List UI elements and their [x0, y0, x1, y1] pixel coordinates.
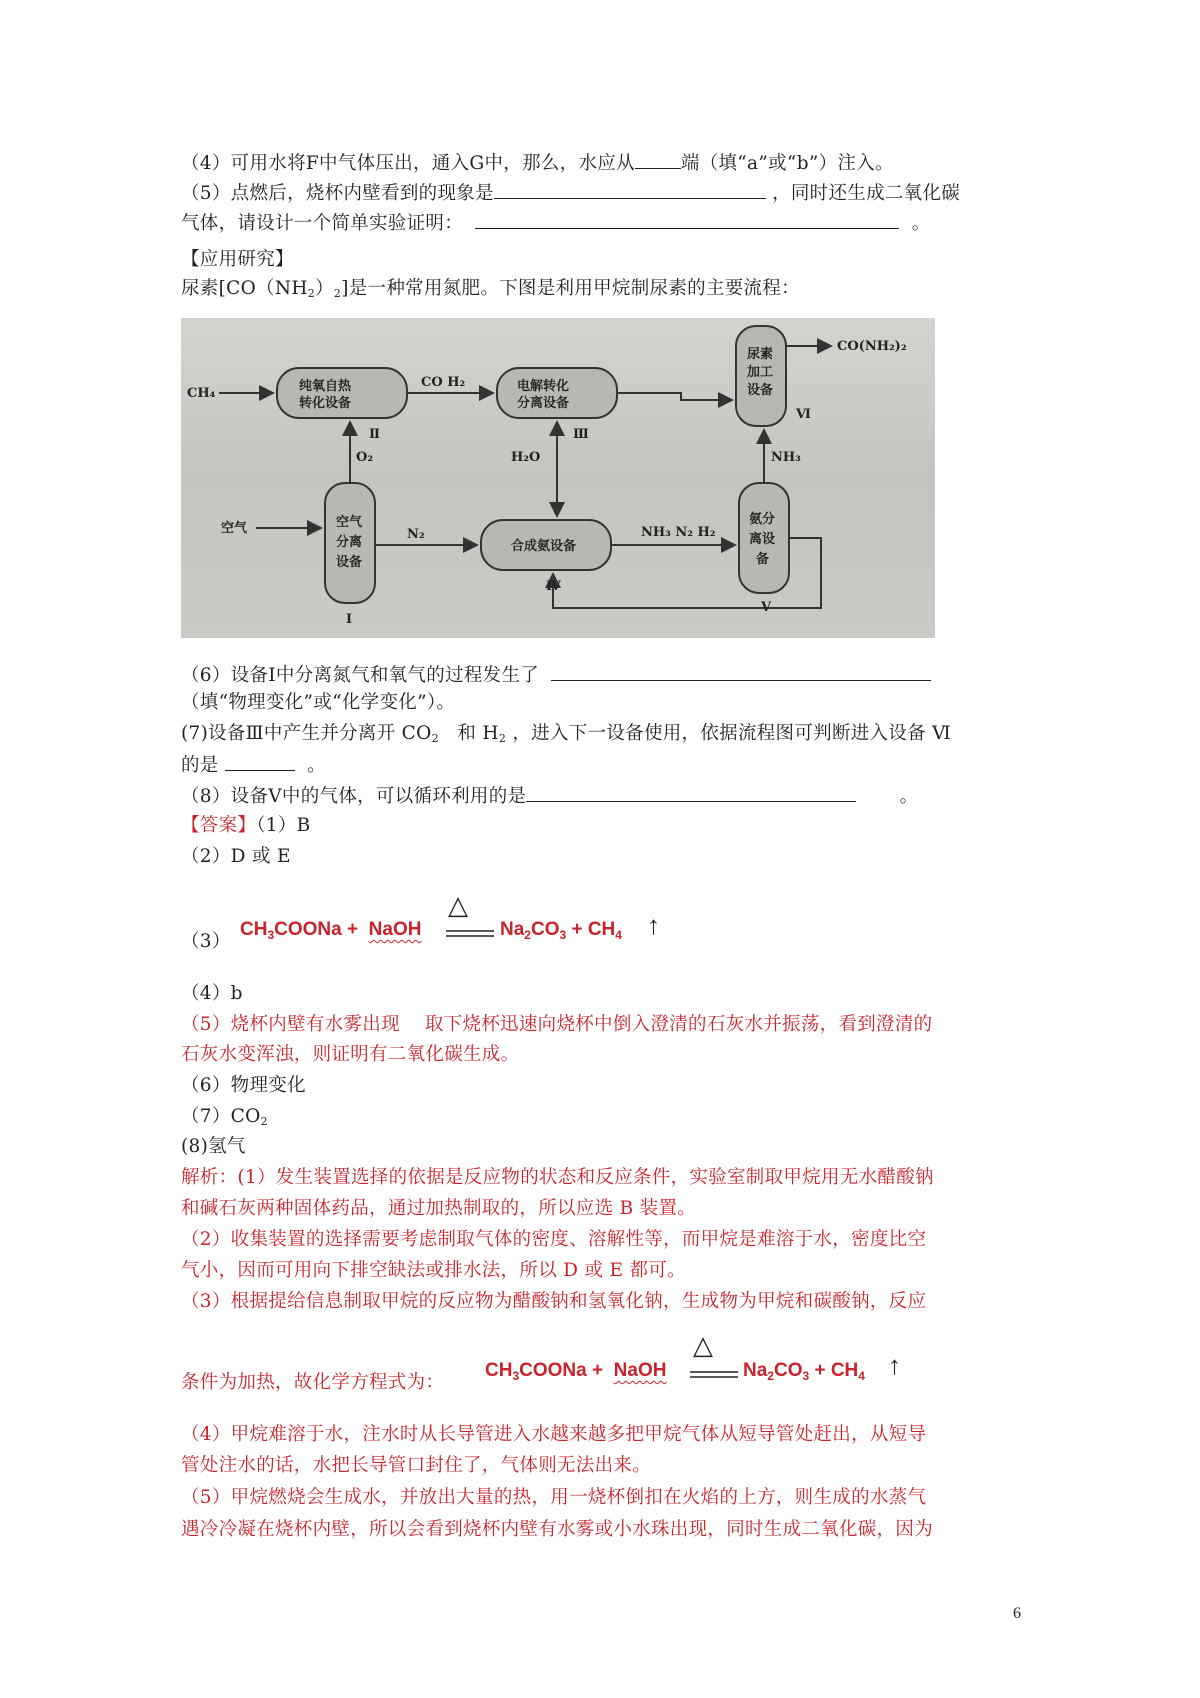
question-6-line2: （填“物理变化”或“化学变化”）。: [181, 692, 456, 713]
unit-1-label-3: 设备: [336, 555, 363, 570]
analysis-line-1: 解析：(1）发生装置选择的依据是反应物的状态和反应条件，实验室制取甲烷用无水醋酸钠: [181, 1167, 934, 1188]
unit-6-label-2: 加工: [747, 365, 774, 380]
heat-condition-2: △: [693, 1330, 713, 1360]
answer-6: （6）物理变化: [181, 1075, 306, 1096]
question-5-line2: 气体，请设计一个简单实验证明： 。: [181, 208, 931, 238]
question-4: （4）可用水将F中气体压出，通入G中，那么，水应从 端（填“a”或“b”）注入。: [181, 148, 894, 178]
question-7-line1: (7)设备Ⅲ中产生并分离开 $CO_2$ 和 $H_2$ ，进入下一设备使用，依据流程图可判断进入设备 Ⅵ: [181, 723, 952, 745]
unit-5-label-3: 备: [756, 552, 770, 567]
label-o2: O₂: [356, 450, 374, 465]
chemical-equation-2-products: $Na_2CO_3 + CH_4$: [743, 1360, 865, 1383]
unit-1-label-1: 空气: [336, 515, 363, 530]
analysis-line-2: 和碱石灰两种固体药品，通过加热制取的，所以应选 B 装置。: [181, 1198, 697, 1219]
unit-2-label-1: 纯氧自热: [299, 379, 352, 394]
answer-8: (8)氢气: [181, 1136, 246, 1157]
analysis-line-7: （4）甲烷难溶于水，注水时从长导管进入水越来越多把甲烷气体从短导管处赶出，从短导: [181, 1424, 927, 1445]
answer-blank-7[interactable]: [225, 750, 295, 771]
gas-arrow-1: ↑: [647, 910, 660, 940]
unit-5-label-2: 离设: [749, 532, 776, 547]
chemical-equation-1-products: $Na_2CO_3 + CH_4$: [500, 919, 622, 942]
answer-3-prefix: （3）: [181, 931, 231, 952]
analysis-line-10: 遇冷冷凝在烧杯内壁，所以会看到烧杯内壁有水雾或小水珠出现，同时生成二氧化碳，因为: [181, 1519, 934, 1540]
unit-2-label-2: 转化设备: [299, 396, 352, 411]
unit-6-id: Ⅵ: [796, 407, 811, 422]
urea-process-flow-diagram: [181, 318, 935, 638]
answer-5-line1: （5）烧杯内壁有水雾出现 取下烧杯迅速向烧杯中倒入澄清的石灰水并振荡，看到澄清的: [181, 1014, 933, 1035]
answer-blank-5b[interactable]: [475, 208, 899, 229]
unit-6-label-3: 设备: [747, 383, 774, 398]
answer-2: （2）D 或 E: [181, 846, 291, 867]
chemical-equation-2: $CH_3COONa$ + NaOH: [485, 1360, 667, 1383]
answer-1: 【答案】（1）B: [181, 815, 311, 836]
label-n2: N₂: [407, 527, 425, 542]
answer-blank-6[interactable]: [551, 660, 931, 681]
answer-4: （4）b: [181, 983, 243, 1004]
heat-condition-1: △: [448, 890, 468, 920]
unit-3-label-2: 分离设备: [517, 396, 570, 411]
unit-5-label-1: 氨分: [749, 512, 776, 527]
analysis-line-8: 管处注水的话，水把长导管口封住了，气体则无法出来。: [181, 1455, 652, 1476]
question-7-line2: 的是 。: [181, 750, 326, 780]
equals-sign-2: [690, 1370, 740, 1380]
urea-intro: 尿素$[CO(NH_2)_2]$是一种常用氮肥。下图是利用甲烷制尿素的主要流程：: [181, 278, 800, 300]
section-title: 【应用研究】: [181, 249, 294, 270]
label-nh3: NH₃: [771, 450, 801, 465]
answer-7: $(7)CO_2$: [181, 1106, 268, 1128]
label-nh3-n2-h2: NH₃ N₂ H₂: [641, 525, 716, 540]
chemical-equation-1: $CH_3COONa$ + NaOH: [240, 919, 422, 942]
unit-5-id: Ⅴ: [761, 600, 772, 615]
analysis-line-5: （3）根据提给信息制取甲烷的反应物为醋酸钠和氢氧化钠，生成物为甲烷和碳酸钠，反应: [181, 1291, 927, 1312]
label-air: 空气: [221, 521, 248, 536]
answer-blank-8[interactable]: [526, 781, 856, 802]
answer-blank-4[interactable]: [635, 148, 681, 169]
answer-blank-5a[interactable]: [494, 178, 766, 199]
question-5-line1: （5）点燃后，烧杯内壁看到的现象是 ，同时还生成二氧化碳: [181, 178, 960, 208]
unit-1-label-2: 分离: [336, 535, 363, 550]
equals-sign-1: [446, 929, 496, 939]
question-6-line1: （6）设备Ⅰ中分离氮气和氧气的过程发生了: [181, 660, 931, 690]
label-h2o: H₂O: [511, 450, 541, 465]
unit-2-id: Ⅱ: [369, 427, 380, 442]
analysis-line-3: （2）收集装置的选择需要考虑制取气体的密度、溶解性等，而甲烷是难溶于水，密度比空: [181, 1229, 927, 1250]
question-8: （8）设备Ⅴ中的气体，可以循环利用的是 。: [181, 781, 918, 811]
unit-4-id: Ⅳ: [546, 579, 561, 594]
unit-6-label-1: 尿素: [747, 347, 774, 362]
label-product: CO(NH₂)₂: [837, 339, 907, 354]
analysis-line-6: 条件为加热，故化学方程式为：: [181, 1372, 445, 1393]
analysis-line-4: 气小，因而可用向下排空缺法或排水法，所以 D 或 E 都可。: [181, 1260, 686, 1281]
answer-5-line2: 石灰水变浑浊，则证明有二氧化碳生成。: [181, 1044, 520, 1065]
unit-1-id: Ⅰ: [346, 612, 353, 627]
answer-heading: 【答案】: [181, 815, 257, 836]
gas-arrow-2: ↑: [888, 1350, 901, 1380]
unit-4-label: 合成氨设备: [511, 539, 577, 554]
unit-3-label-1: 电解转化: [517, 379, 570, 394]
label-ch4: CH₄: [187, 386, 216, 401]
page-number: 6: [1013, 1605, 1021, 1622]
unit-3-id: Ⅲ: [573, 427, 589, 442]
flow-diagram-svg: [181, 318, 935, 638]
label-co-h2: CO H₂: [421, 375, 466, 390]
analysis-line-9: （5）甲烷燃烧会生成水，并放出大量的热，用一烧杯倒扣在火焰的上方，则生成的水蒸气: [181, 1487, 927, 1508]
